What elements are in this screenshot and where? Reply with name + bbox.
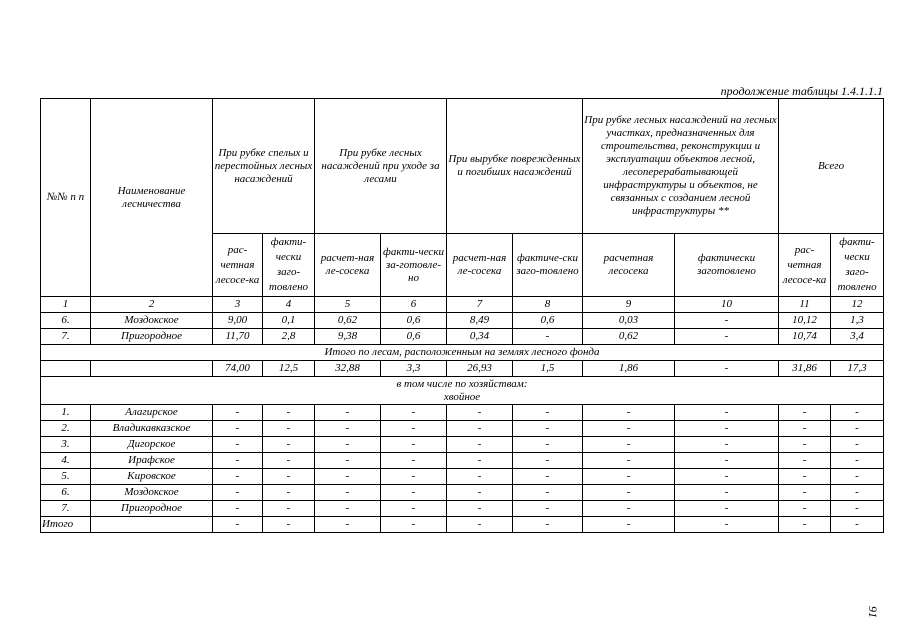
value-cell: -	[513, 501, 583, 517]
rows-bottom	[41, 405, 884, 517]
rows-top	[41, 313, 884, 345]
header-group-construction-text: При рубке лесных насаждений на лесных участках, предназначенных для строительства, реконструкции и эксплуатации объектов лесной, лесоперерабатывающей инфраструктуры и объектов, не связанных с созданием лесной инфраструктуры	[584, 114, 777, 217]
subheader-cell: факти-чески заго-товлено	[831, 234, 884, 297]
value-cell: 0,1	[263, 313, 315, 329]
column-number-row	[41, 297, 884, 313]
value-cell: 10,12	[779, 313, 831, 329]
value-cell: -	[447, 517, 513, 533]
header-group-mature: При рубке спелых и перестойных лесных насаждений	[213, 99, 315, 234]
table-row	[41, 405, 884, 421]
forestry-name-cell	[91, 361, 213, 377]
value-cell: -	[583, 405, 675, 421]
value-cell: -	[213, 437, 263, 453]
column-number: 8	[513, 297, 583, 313]
value-cell: -	[213, 405, 263, 421]
value-cell: -	[263, 437, 315, 453]
value-cell: -	[381, 485, 447, 501]
value-cell: 1,5	[513, 361, 583, 377]
value-cell: -	[263, 501, 315, 517]
column-number: 5	[315, 297, 381, 313]
total-label-row	[41, 345, 884, 361]
row-number-cell: Итого	[41, 517, 91, 533]
value-cell: -	[779, 405, 831, 421]
value-cell: 9,38	[315, 329, 381, 345]
row-number-cell: 1.	[41, 405, 91, 421]
value-cell: 3,4	[831, 329, 884, 345]
value-cell: 0,6	[381, 313, 447, 329]
value-cell: -	[779, 469, 831, 485]
value-cell: 2,8	[263, 329, 315, 345]
rows-total	[41, 361, 884, 377]
value-cell: -	[831, 421, 884, 437]
value-cell: -	[447, 501, 513, 517]
column-number: 4	[263, 297, 315, 313]
value-cell: -	[447, 469, 513, 485]
subheader-cell: расчет-ная ле-сосека	[447, 234, 513, 297]
value-cell: -	[779, 421, 831, 437]
forestry-name-cell: Моздокское	[91, 313, 213, 329]
table-row	[41, 361, 884, 377]
value-cell: -	[831, 485, 884, 501]
row-number-cell	[41, 361, 91, 377]
value-cell: -	[447, 453, 513, 469]
subtotal-label-row	[41, 377, 884, 405]
value-cell: -	[447, 421, 513, 437]
forestry-name-cell: Пригородное	[91, 501, 213, 517]
rows-itogo	[41, 517, 884, 533]
value-cell: -	[315, 485, 381, 501]
value-cell: -	[315, 517, 381, 533]
value-cell: -	[675, 453, 779, 469]
value-cell: 11,70	[213, 329, 263, 345]
row-number-cell: 7.	[41, 329, 91, 345]
column-number: 12	[831, 297, 884, 313]
subheader-cell: фактиче-ски заго-товлено	[513, 234, 583, 297]
value-cell: -	[263, 405, 315, 421]
row-number-cell: 7.	[41, 501, 91, 517]
value-cell: -	[213, 517, 263, 533]
subheader-cell: факти-чески за-готовле-но	[381, 234, 447, 297]
value-cell: 0,62	[583, 329, 675, 345]
value-cell: -	[213, 453, 263, 469]
value-cell: 1,86	[583, 361, 675, 377]
row-number-cell: 6.	[41, 313, 91, 329]
value-cell: -	[831, 469, 884, 485]
forestry-name-cell: Ирафское	[91, 453, 213, 469]
value-cell: -	[583, 517, 675, 533]
row-number-cell: 6.	[41, 485, 91, 501]
value-cell: -	[675, 421, 779, 437]
value-cell: -	[315, 437, 381, 453]
value-cell: -	[381, 469, 447, 485]
value-cell: 74,00	[213, 361, 263, 377]
footnote-mark: **	[717, 205, 729, 217]
table-row	[41, 437, 884, 453]
value-cell: -	[675, 501, 779, 517]
value-cell: -	[675, 361, 779, 377]
value-cell: 0,6	[513, 313, 583, 329]
forestry-name-cell: Пригородное	[91, 329, 213, 345]
table-row	[41, 501, 884, 517]
forestry-name-cell: Владикавказское	[91, 421, 213, 437]
value-cell: -	[315, 501, 381, 517]
value-cell: -	[675, 517, 779, 533]
value-cell: -	[675, 329, 779, 345]
subtotal-label-line2: хвойное	[443, 390, 481, 403]
header-num: №№ п п	[41, 99, 91, 297]
row-number-cell: 5.	[41, 469, 91, 485]
value-cell: 0,03	[583, 313, 675, 329]
row-number-cell: 3.	[41, 437, 91, 453]
value-cell: -	[831, 405, 884, 421]
value-cell: -	[315, 469, 381, 485]
value-cell: -	[779, 501, 831, 517]
value-cell: -	[831, 437, 884, 453]
value-cell: -	[213, 421, 263, 437]
value-cell: -	[315, 421, 381, 437]
forestry-name-cell: Дигорское	[91, 437, 213, 453]
table-row	[41, 517, 884, 533]
value-cell: -	[263, 469, 315, 485]
value-cell: -	[513, 329, 583, 345]
column-number: 3	[213, 297, 263, 313]
value-cell: 0,6	[381, 329, 447, 345]
value-cell: -	[381, 421, 447, 437]
value-cell: -	[263, 421, 315, 437]
value-cell: -	[831, 501, 884, 517]
value-cell: 17,3	[831, 361, 884, 377]
value-cell: -	[513, 437, 583, 453]
value-cell: 1,3	[831, 313, 884, 329]
value-cell: -	[583, 485, 675, 501]
value-cell: -	[447, 437, 513, 453]
subheader-cell: факти-чески заго-товлено	[263, 234, 315, 297]
value-cell: -	[675, 437, 779, 453]
value-cell: -	[675, 469, 779, 485]
value-cell: -	[513, 405, 583, 421]
value-cell: 3,3	[381, 361, 447, 377]
subheader-cell: рас-четная лесосе-ка	[779, 234, 831, 297]
value-cell: 8,49	[447, 313, 513, 329]
header-group-damaged: При вырубке поврежденных и погибших насаждений	[447, 99, 583, 234]
value-cell: -	[583, 469, 675, 485]
value-cell: -	[381, 405, 447, 421]
value-cell: -	[513, 453, 583, 469]
value-cell: -	[675, 405, 779, 421]
value-cell: -	[263, 453, 315, 469]
row-number-cell: 2.	[41, 421, 91, 437]
table-row	[41, 453, 884, 469]
value-cell: -	[447, 405, 513, 421]
header-group-construction	[583, 99, 779, 234]
value-cell: -	[583, 421, 675, 437]
value-cell: -	[675, 313, 779, 329]
table-row	[41, 469, 884, 485]
column-number: 1	[41, 297, 91, 313]
forestry-name-cell: Алагирское	[91, 405, 213, 421]
column-number: 7	[447, 297, 513, 313]
forestry-name-cell	[91, 517, 213, 533]
subheader-cell: расчет-ная ле-сосека	[315, 234, 381, 297]
page-number: 91	[866, 606, 880, 618]
value-cell: -	[381, 517, 447, 533]
table-caption: продолжение таблицы 1.4.1.1.1	[720, 84, 883, 98]
subheader-cell: фактически заготовлено	[675, 234, 779, 297]
value-cell: -	[779, 453, 831, 469]
value-cell: 10,74	[779, 329, 831, 345]
column-number: 2	[91, 297, 213, 313]
table-row	[41, 421, 884, 437]
value-cell: 12,5	[263, 361, 315, 377]
value-cell: 0,34	[447, 329, 513, 345]
value-cell: 31,86	[779, 361, 831, 377]
value-cell: 26,93	[447, 361, 513, 377]
value-cell: -	[831, 517, 884, 533]
header-group-total: Всего	[779, 99, 884, 234]
row-number-cell: 4.	[41, 453, 91, 469]
value-cell: -	[381, 453, 447, 469]
table-header-row	[41, 99, 884, 234]
header-forestry-name: Наименование лесничества	[91, 99, 213, 297]
value-cell: -	[779, 517, 831, 533]
value-cell: -	[583, 501, 675, 517]
forestry-name-cell: Кировское	[91, 469, 213, 485]
value-cell: -	[213, 501, 263, 517]
column-number: 11	[779, 297, 831, 313]
forestry-name-cell: Моздокское	[91, 485, 213, 501]
value-cell: 0,62	[315, 313, 381, 329]
column-number: 6	[381, 297, 447, 313]
value-cell: -	[381, 437, 447, 453]
value-cell: -	[831, 453, 884, 469]
subheader-cell: расчетная лесосека	[583, 234, 675, 297]
value-cell: -	[513, 421, 583, 437]
value-cell: -	[263, 517, 315, 533]
column-number: 9	[583, 297, 675, 313]
header-group-thinning: При рубке лесных насаждений при уходе за лесами	[315, 99, 447, 234]
value-cell: -	[513, 485, 583, 501]
value-cell: -	[381, 501, 447, 517]
total-label: Итого по лесам, расположенным на землях лесного фонда	[41, 345, 884, 361]
value-cell: -	[315, 453, 381, 469]
value-cell: -	[513, 469, 583, 485]
value-cell: -	[675, 485, 779, 501]
table-row	[41, 329, 884, 345]
value-cell: -	[513, 517, 583, 533]
value-cell: -	[213, 469, 263, 485]
value-cell: -	[779, 485, 831, 501]
table-row	[41, 485, 884, 501]
value-cell: 9,00	[213, 313, 263, 329]
forest-harvest-table	[40, 98, 884, 533]
value-cell: -	[779, 437, 831, 453]
value-cell: -	[583, 453, 675, 469]
column-number: 10	[675, 297, 779, 313]
subtotal-label	[41, 377, 884, 405]
subheader-cell: рас-четная лесосе-ка	[213, 234, 263, 297]
value-cell: -	[263, 485, 315, 501]
table-row	[41, 313, 884, 329]
value-cell: -	[213, 485, 263, 501]
value-cell: -	[315, 405, 381, 421]
value-cell: -	[583, 437, 675, 453]
subtotal-label-line1: в том числе по хозяйствам:	[396, 377, 528, 390]
value-cell: 32,88	[315, 361, 381, 377]
value-cell: -	[447, 485, 513, 501]
